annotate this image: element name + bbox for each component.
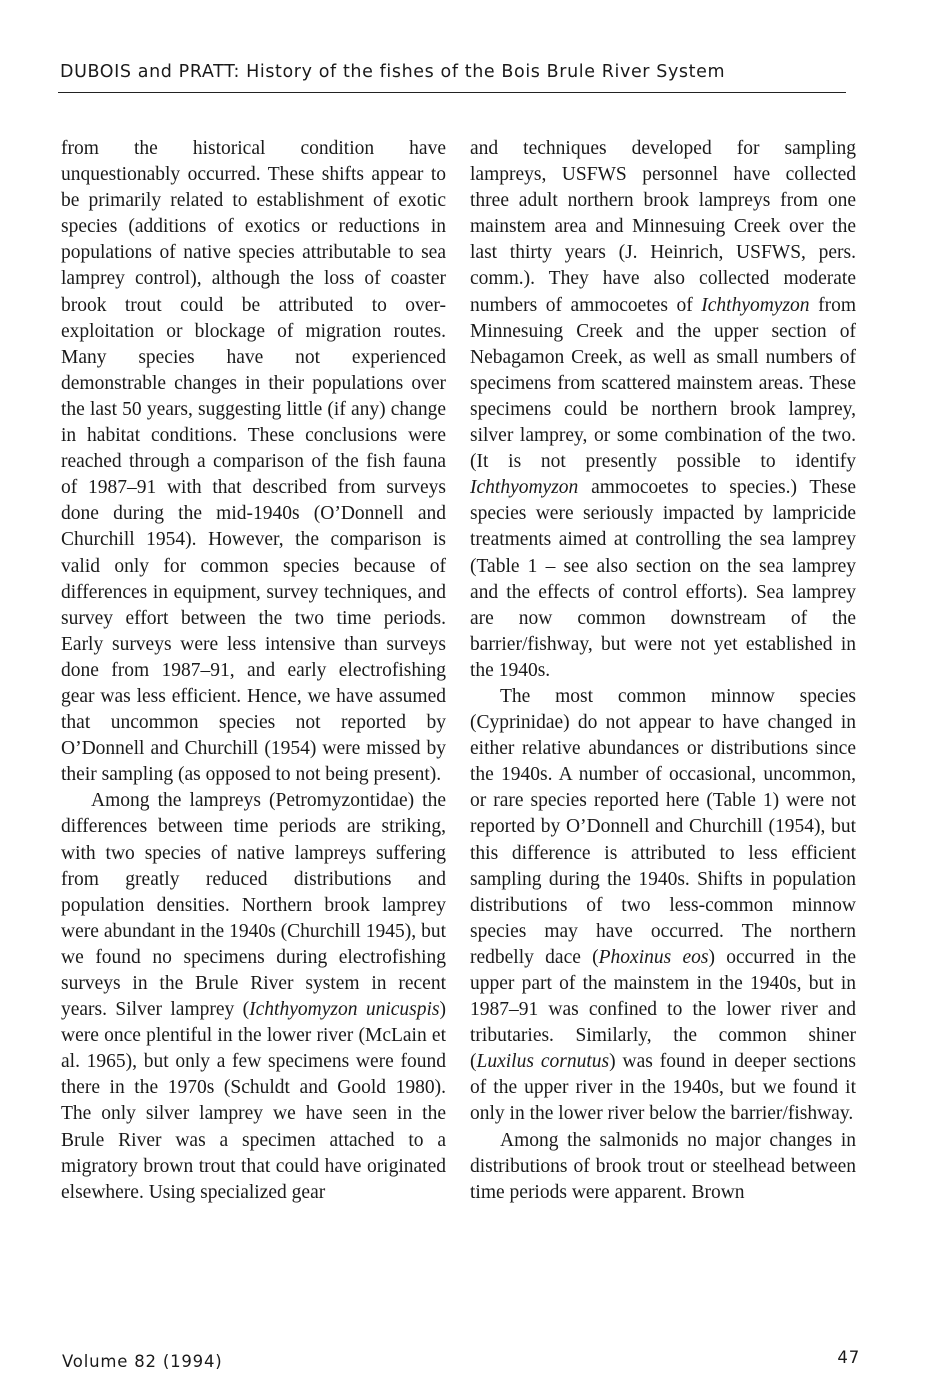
genus-name: Ichthyomyzon [701, 294, 810, 316]
paragraph-fauna-comparison: from the historical condition have unquestionably occurred. These shifts appear to be primarily related to establishment of exotic species (additions of exotics or reductions in populations of native species attributable to sea lamprey control), although the loss of coaster brook trout could be attributed to over-exploitation or blockage of migration routes. Many species have not experienced demonstrable changes in their populations over the last 50 years, suggesting little (if any) change in habitat conditions. These conclusions were reached through a comparison of the fish fauna of 1987–91 with that described from surveys done during the mid-1940s (O’Donnell and Churchill 1954). However, the comparison is valid only for common species because of differences in equipment, survey techniques, and survey effort between the two time periods. Early surveys were less intensive than surveys done from 1987–91, and early electrofishing gear was less efficient. Hence, we have assumed that uncommon species not reported by O’Donnell and Churchill (1954) were missed by their sampling (as opposed to not being present). [61, 138, 446, 786]
paragraph-text: ammocoetes to species.) These species were seriously impacted by lampricide treatments aimed at controlling the sea lamprey (Table 1 – see also section on the sea lamprey and the effects of control efforts). Sea lamprey are now common downstream of the barrier/fishway, but were not yet established in the 1940s. [470, 477, 856, 681]
paragraph-text: from Minnesuing Creek and the upper section of Nebagamon Creek, as well as small numbers of specimens from scattered mainstem areas. These specimens could be northern brook lamprey, silver lamprey, or some combination of the two. (It is not presently possible to identify [470, 294, 857, 473]
paragraph-text: Among the lampreys (Petromyzontidae) the differences between time periods are striking, with two species of native lampreys suffering from greatly reduced distributions and population densities. Northern brook lamprey were abundant in the 1940s (Churchill 1945), but we found no specimens during electrofishing surveys in the Brule River system in recent years. Silver lamprey ( [61, 790, 446, 1021]
species-name: Luxilus cornutus [476, 1051, 610, 1073]
paragraph-minnows [470, 684, 856, 1128]
paragraph-text: ) occurred in the upper part of the mainstem in the 1940s, but in 1987–91 was confined to the lower river and tributaries. Similarly, the common shiner ( [470, 946, 856, 1073]
header-rule [58, 92, 846, 93]
left-column [61, 136, 446, 1206]
paragraph-text: ) was found in deeper sections of the upper river in the 1940s, but we found it only in the lower river below the barrier/fishway. [470, 1051, 856, 1125]
paragraph-text: and techniques developed for sampling lampreys, USFWS personnel have collected three adult northern brook lampreys from one mainstem area and Minnesuing Creek over the last thirty years (J. Heinrich, USFWS, pers. comm.). They have also collected moderate numbers of ammocoetes of [470, 138, 856, 316]
paragraph-text: ) were once plentiful in the lower river (McLain et al. 1965), but only a few specimens were found there in the 1970s (Schuldt and Goold 1980). The only silver lamprey we have seen in the Brule River was a specimen attached to a migratory brown trout that could have originated elsewhere. Using specialized gear [61, 999, 446, 1203]
species-name: Phoxinus eos [598, 946, 709, 968]
genus-name: Ichthyomyzon [470, 477, 579, 499]
species-name: Ichthyomyzon unicuspis [249, 999, 440, 1021]
paragraph-usfws-sampling [470, 136, 856, 684]
paragraph-text: The most common minnow species (Cyprinidae) do not appear to have changed in either relative abundances or distributions since the 1940s. A number of occasional, uncommon, or rare species reported here (Table 1) were not reported by O’Donnell and Churchill (1954), but this difference is attributed to less efficient sampling during the 1940s. Shifts in population distributions of two less-common minnow species may have occurred. The northern redbelly dace ( [470, 685, 856, 968]
running-head-text: DUBOIS and PRATT: History of the fishes of the Bois Brule River System [60, 62, 726, 82]
running-head [60, 62, 842, 82]
right-column [470, 136, 856, 1206]
page-number: 47 [837, 1348, 860, 1367]
paragraph-salmonids: Among the salmonids no major changes in distributions of brook trout or steelhead between time periods were apparent. Brown [470, 1129, 856, 1203]
paragraph-lampreys [61, 788, 446, 1206]
footer-volume: Volume 82 (1994) [62, 1352, 223, 1371]
